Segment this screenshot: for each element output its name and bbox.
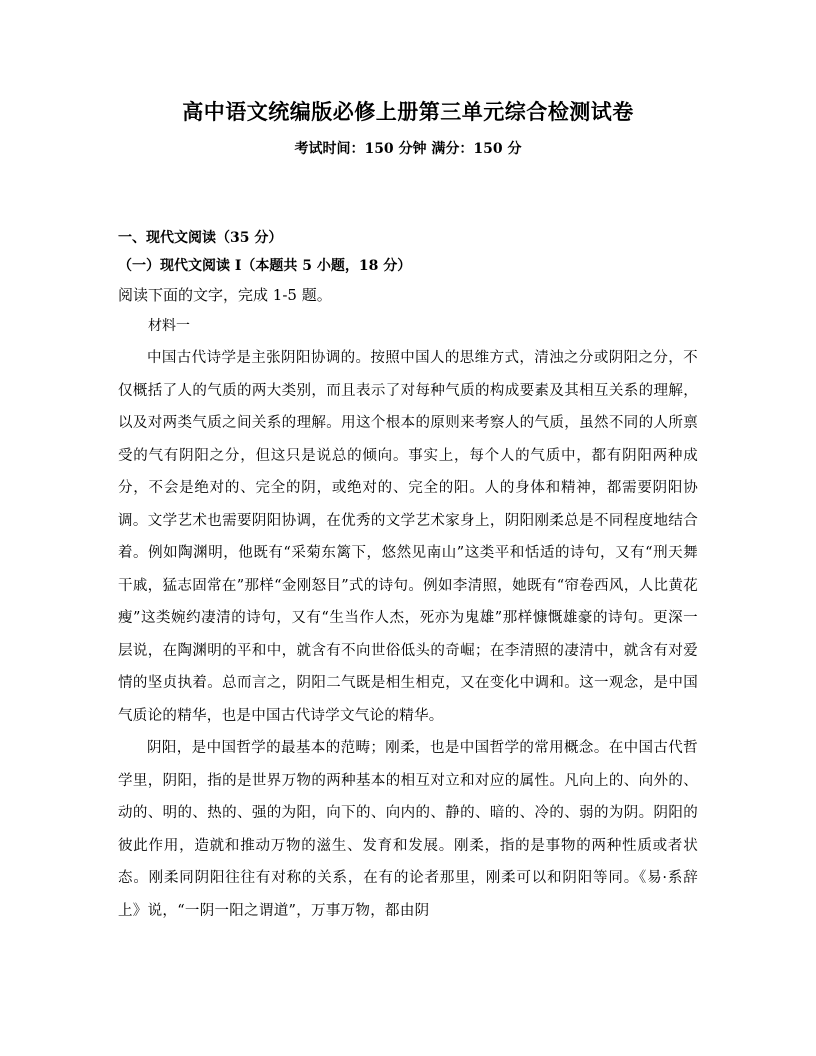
reading-section <box>118 224 698 927</box>
body-paragraph: 中国古代诗学是主张阴阳协调的。按照中国人的思维方式，清浊之分或阴阳之分，不仅概括了人的气质的两大类别，而且表示了对每种气质的构成要素及其相互关系的理解，以及对两类气质之间关系的理解。用这个根本的原则来考察人的气质，虽然不同的人所禀受的气有阴阳之分，但这只是说总的倾向。事实上，每个人的气质中，都有阴阳两种成分，不会是绝对的、完全的阴，或绝对的、完全的阳。人的身体和精神，都需要阴阳协调。文学艺术也需要阴阳协调，在优秀的文学艺术家身上，阴阳刚柔总是不同程度地结合着。例如陶渊明，他既有“采菊东篱下，悠然见南山”这类平和恬适的诗句，又有“刑天舞干戚，猛志固常在”那样“金刚怒目”式的诗句。例如李清照，她既有“帘卷西风，人比黄花瘦”这类婉约凄清的诗句，又有“生当作人杰，死亦为鬼雄”那样慷慨雄豪的诗句。更深一层说，在陶渊明的平和中，就含有不向世俗低头的奇崛；在李清照的凄清中，就含有对爱情的坚贞执着。总而言之，阴阳二气既是相生相克，又在变化中调和。这一观念，是中国气质论的精华，也是中国古代诗学文气论的精华。 <box>118 350 698 724</box>
exam-info: 考试时间：150 分钟 满分：150 分 <box>294 141 522 157</box>
instruction-text: 阅读下面的文字，完成 1-5 题。 <box>118 286 332 304</box>
body-paragraph: 阴阳，是中国哲学的最基本的范畴；刚柔，也是中国哲学的常用概念。在中国古代哲学里，阴阳，指的是世界万物的两种基本的相互对立和对应的属性。凡向上的、向外的、动的、明的、热的、强的为阳，向下的、向内的、静的、暗的、冷的、弱的为阴。阴阳的彼此作用，造就和推动万物的滋生、发育和发展。刚柔，指的是事物的两种性质或者状态。刚柔同阴阳往往有对称的关系，在有的论者那里，刚柔可以和阴阳等同。《易·系辞上》说，“一阴一阳之谓道”，万事万物，都由阴 <box>118 740 698 919</box>
section-heading: 一、现代文阅读（35 分） <box>118 230 283 246</box>
subsection-heading: （一）现代文阅读 I（本题共 5 小题，18 分） <box>118 258 412 274</box>
material-label: 材料一 <box>148 318 190 334</box>
page-title: 高中语文统编版必修上册第三单元综合检测试卷 <box>182 99 634 124</box>
